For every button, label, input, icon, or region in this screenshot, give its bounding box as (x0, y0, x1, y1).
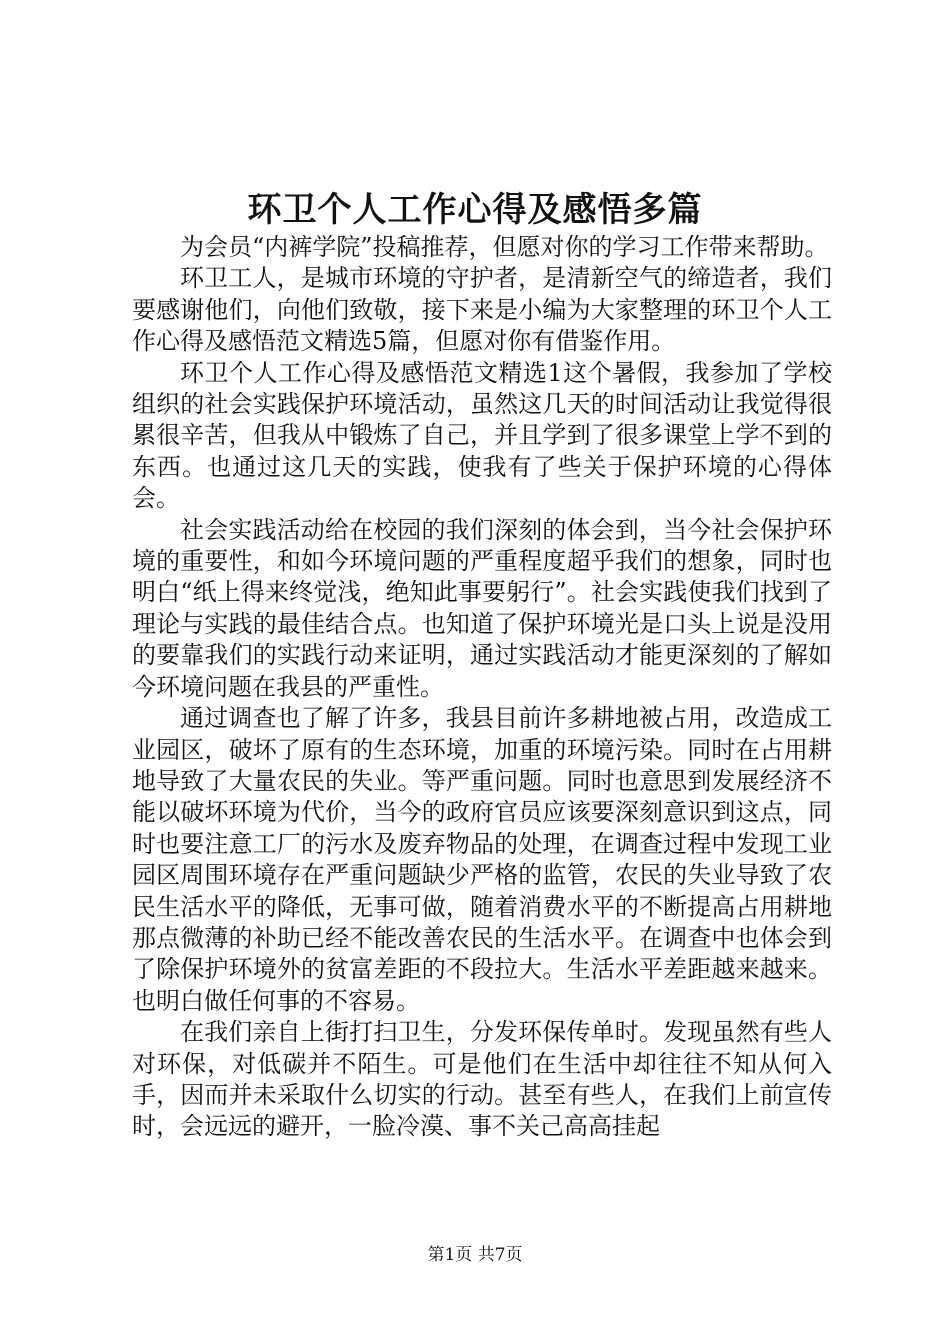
paragraph: 环卫工人，是城市环境的守护者，是清新空气的缔造者，我们要感谢他们，向他们致敬，接下来是小编为大家整理的环卫个人工作心得及感悟范文精选5篇，但愿对你有借鉴作用。 (132, 264, 832, 356)
paragraph: 通过调查也了解了许多，我县目前许多耕地被占用，改造成工业园区，破坏了原有的生态环境，加重的环境污染。同时在占用耕地导致了大量农民的失业。等严重问题。同时也意思到发展经济不能以破坏环境为代价，当今的政府官员应该要深刻意识到这点，同时也要注意工厂的污水及废弃物品的处理，在调查过程中发现工业园区周围环境存在严重问题缺少严格的监管，农民的失业导致了农民生活水平的降低，无事可做，随着消费水平的不断提高占用耕地那点微薄的补助已经不能改善农民的生活水平。在调查中也体会到了除保护环境外的贫富差距的不段拉大。生活水平差距越来越来。也明白做任何事的不容易。 (132, 704, 832, 1015)
document-title: 环卫个人工作心得及感悟多篇 (247, 190, 703, 230)
paragraph: 在我们亲自上街打扫卫生，分发环保传单时。发现虽然有些人对环保，对低碳并不陌生。可是他们在生活中却往往不知从何入手，因而并未采取什么切实的行动。甚至有些人，在我们上前宣传时，会远远的避开，一脸冷漠、事不关己高高挂起 (132, 1018, 832, 1141)
page-footer: 第1页 共7页 (427, 1245, 523, 1265)
paragraph: 社会实践活动给在校园的我们深刻的体会到，当今社会保护环境的重要性，和如今环境问题的严重程度超乎我们的想象，同时也明白“纸上得来终觉浅，绝知此事要躬行”。社会实践使我们找到了理论与实践的最佳结合点。也知道了保护环境光是口头上说是没用的要靠我们的实践行动来证明，通过实践活动才能更深刻的了解如今环境问题在我县的严重性。 (132, 515, 832, 701)
document-body (132, 232, 832, 1143)
paragraph: 环卫个人工作心得及感悟范文精选1这个暑假，我参加了学校组织的社会实践保护环境活动，虽然这几天的时间活动让我觉得很累很辛苦，但我从中锻炼了自己，并且学到了很多课堂上学不到的东西。也通过这几天的实践，使我有了些关于保护环境的心得体会。 (132, 358, 832, 513)
paragraph: 为会员“内裤学院”投稿推荐，但愿对你的学习工作带来帮助。 (180, 233, 829, 261)
